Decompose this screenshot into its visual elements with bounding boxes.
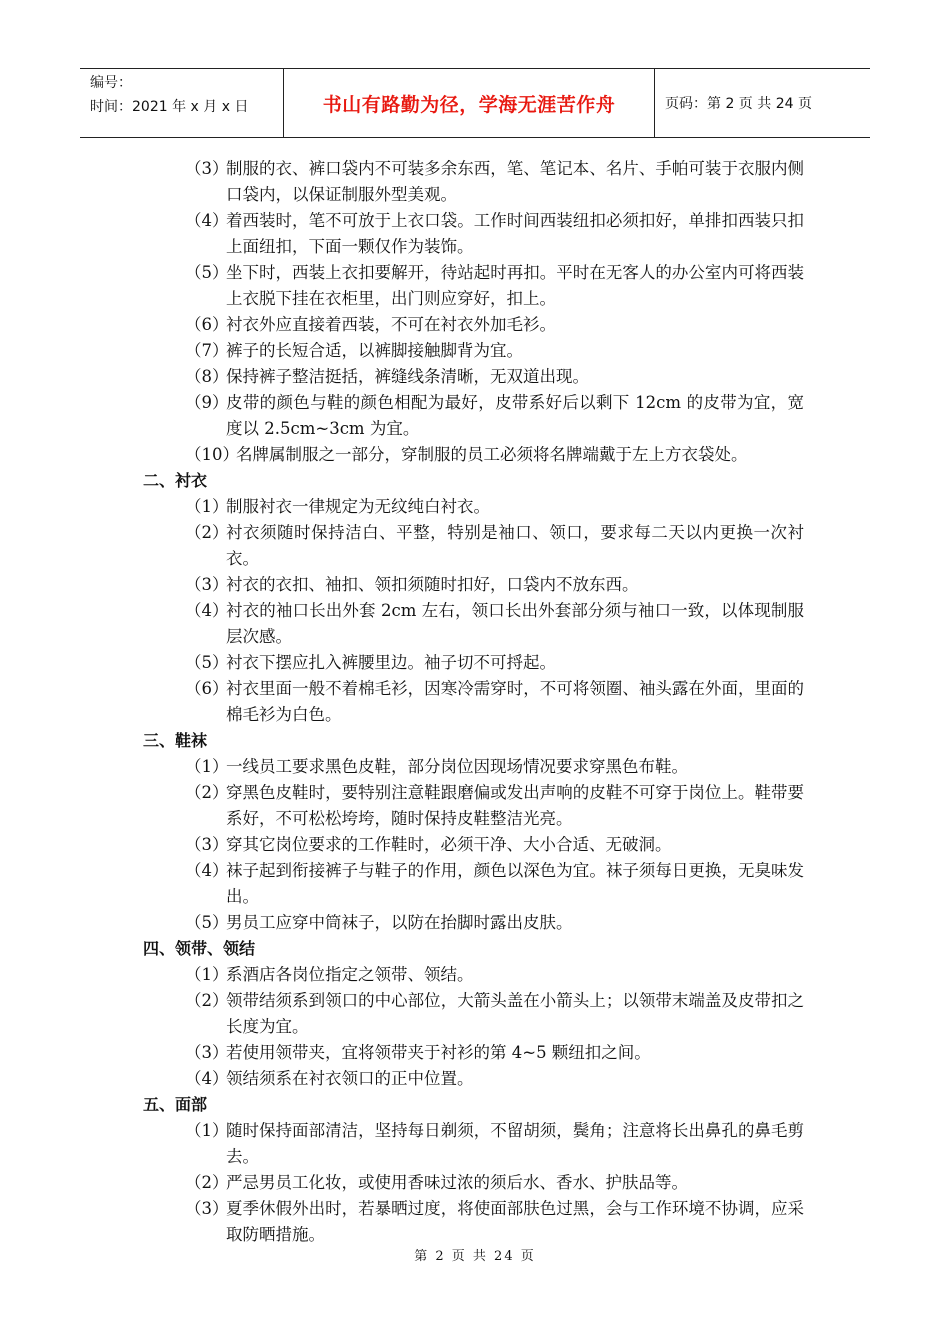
list-item xyxy=(0,962,950,988)
list-item xyxy=(0,598,950,650)
item-number: （4） xyxy=(185,601,229,620)
item-number: （4） xyxy=(185,861,229,880)
list-item xyxy=(0,260,950,312)
item-number: （2） xyxy=(185,991,229,1010)
item-number: （3） xyxy=(185,159,229,178)
item-number: （1） xyxy=(185,757,229,776)
item-number: （6） xyxy=(185,315,229,334)
item-text: 衬衣的袖口长出外套 2cm 左右，领口长出外套部分须与袖口一致，以体现制服层次感。 xyxy=(226,601,804,646)
item-text: 制服的衣、裤口袋内不可装多余东西，笔、笔记本、名片、手帕可装于衣服内侧口袋内，以保证制服外型美观。 xyxy=(226,159,804,204)
list-item xyxy=(0,364,950,390)
section-face xyxy=(0,1092,950,1248)
item-text: 系酒店各岗位指定之领带、领结。 xyxy=(226,965,474,984)
list-item xyxy=(0,312,950,338)
item-text: 夏季休假外出时，若暴晒过度，将使面部肤色过黑，会与工作环境不协调，应采取防晒措施。 xyxy=(226,1199,804,1244)
list-item xyxy=(0,1066,950,1092)
document-body xyxy=(0,156,950,1248)
header-left-cell xyxy=(80,69,283,137)
code-label: 编号： xyxy=(90,75,132,91)
item-text: 皮带的颜色与鞋的颜色相配为最好，皮带系好后以剩下 12cm 的皮带为宜，宽度以 2.5cm~3cm 为宜。 xyxy=(226,393,804,438)
item-text: 穿其它岗位要求的工作鞋时，必须干净、大小合适、无破洞。 xyxy=(226,835,672,854)
list-item xyxy=(0,754,950,780)
item-text: 领结须系在衬衣领口的正中位置。 xyxy=(226,1069,474,1088)
list-item xyxy=(0,988,950,1040)
list-item xyxy=(0,1196,950,1248)
list-item xyxy=(0,1040,950,1066)
header-page-number: 页码：第 2 页 共 24 页 xyxy=(665,96,812,112)
item-text: 严忌男员工化妆，或使用香味过浓的须后水、香水、护肤品等。 xyxy=(226,1173,688,1192)
list-item xyxy=(0,338,950,364)
item-number: （2） xyxy=(185,1173,229,1192)
section-heading: 四、领带、领结 xyxy=(143,939,256,958)
list-item xyxy=(0,494,950,520)
item-number: （1） xyxy=(185,497,229,516)
item-text: 若使用领带夹，宜将领带夹于衬衫的第 4~5 颗纽扣之间。 xyxy=(226,1043,651,1062)
item-number: （4） xyxy=(185,1069,229,1088)
item-text: 随时保持面部清洁，坚持每日剃须，不留胡须，鬓角；注意将长出鼻孔的鼻毛剪去。 xyxy=(226,1121,804,1166)
section-shirt xyxy=(0,468,950,728)
list-item xyxy=(0,572,950,598)
item-number: （1） xyxy=(185,1121,229,1140)
item-number: （1） xyxy=(185,965,229,984)
item-text: 衬衣须随时保持洁白、平整，特别是袖口、领口，要求每二天以内更换一次衬衣。 xyxy=(226,523,804,568)
item-text: 坐下时，西装上衣扣要解开，待站起时再扣。平时在无客人的办公室内可将西装上衣脱下挂在衣柜里，出门则应穿好，扣上。 xyxy=(226,263,804,308)
item-number: （8） xyxy=(185,367,229,386)
item-text: 穿黑色皮鞋时，要特别注意鞋跟磨偏或发出声响的皮鞋不可穿于岗位上。鞋带要系好，不可松松垮垮，随时保持皮鞋整洁光亮。 xyxy=(226,783,804,828)
list-item xyxy=(0,208,950,260)
item-number: （10） xyxy=(185,445,239,464)
item-number: （5） xyxy=(185,263,229,282)
item-number: （5） xyxy=(185,653,229,672)
section-tie xyxy=(0,936,950,1092)
item-number: （2） xyxy=(185,523,229,542)
item-text: 袜子起到衔接裤子与鞋子的作用，颜色以深色为宜。袜子须每日更换，无臭味发出。 xyxy=(226,861,804,906)
header-table xyxy=(80,68,870,138)
item-text: 领带结须系到领口的中心部位，大箭头盖在小箭头上；以领带末端盖及皮带扣之长度为宜。 xyxy=(226,991,804,1036)
section-shoes-socks xyxy=(0,728,950,936)
item-number: （3） xyxy=(185,835,229,854)
section-one-tail xyxy=(0,156,950,468)
item-text: 名牌属制服之一部分，穿制服的员工必须将名牌端戴于左上方衣袋处。 xyxy=(236,445,748,464)
list-item xyxy=(0,832,950,858)
item-text: 裤子的长短合适，以裤脚接触脚背为宜。 xyxy=(226,341,523,360)
list-item xyxy=(0,780,950,832)
item-text: 保持裤子整洁挺括，裤缝线条清晰，无双道出现。 xyxy=(226,367,589,386)
list-item xyxy=(0,156,950,208)
list-item xyxy=(0,1170,950,1196)
list-item xyxy=(0,858,950,910)
item-text: 衬衣里面一般不着棉毛衫，因寒冷需穿时，不可将领圈、袖头露在外面，里面的棉毛衫为白色。 xyxy=(226,679,804,724)
item-text: 制服衬衣一律规定为无纹纯白衬衣。 xyxy=(226,497,490,516)
item-text: 衬衣外应直接着西装，不可在衬衣外加毛衫。 xyxy=(226,315,556,334)
item-text: 男员工应穿中筒袜子，以防在抬脚时露出皮肤。 xyxy=(226,913,573,932)
list-item xyxy=(0,1118,950,1170)
item-number: （3） xyxy=(185,1199,229,1218)
list-item xyxy=(0,442,950,468)
date-text: 时间：2021 年 x 月 x 日 xyxy=(90,99,249,115)
item-number: （2） xyxy=(185,783,229,802)
list-item xyxy=(0,910,950,936)
item-number: （9） xyxy=(185,393,229,412)
page-footer: 第 2 页 共 24 页 xyxy=(414,1249,536,1264)
item-number: （3） xyxy=(185,575,229,594)
list-item xyxy=(0,676,950,728)
item-text: 一线员工要求黑色皮鞋，部分岗位因现场情况要求穿黑色布鞋。 xyxy=(226,757,688,776)
item-text: 衬衣的衣扣、袖扣、领扣须随时扣好，口袋内不放东西。 xyxy=(226,575,639,594)
section-heading: 二、衬衣 xyxy=(143,471,208,490)
item-text: 着西装时，笔不可放于上衣口袋。工作时间西装纽扣必须扣好，单排扣西装只扣上面纽扣，下面一颗仅作为装饰。 xyxy=(226,211,804,256)
list-item xyxy=(0,650,950,676)
item-number: （3） xyxy=(185,1043,229,1062)
section-heading: 三、鞋袜 xyxy=(143,731,208,750)
item-number: （6） xyxy=(185,679,229,698)
list-item xyxy=(0,390,950,442)
item-number: （5） xyxy=(185,913,229,932)
list-item xyxy=(0,520,950,572)
item-number: （7） xyxy=(185,341,229,360)
item-text: 衬衣下摆应扎入裤腰里边。袖子切不可捋起。 xyxy=(226,653,556,672)
section-heading: 五、面部 xyxy=(143,1095,208,1114)
item-number: （4） xyxy=(185,211,229,230)
header-motto: 书山有路勤为径，学海无涯苦作舟 xyxy=(283,69,655,137)
